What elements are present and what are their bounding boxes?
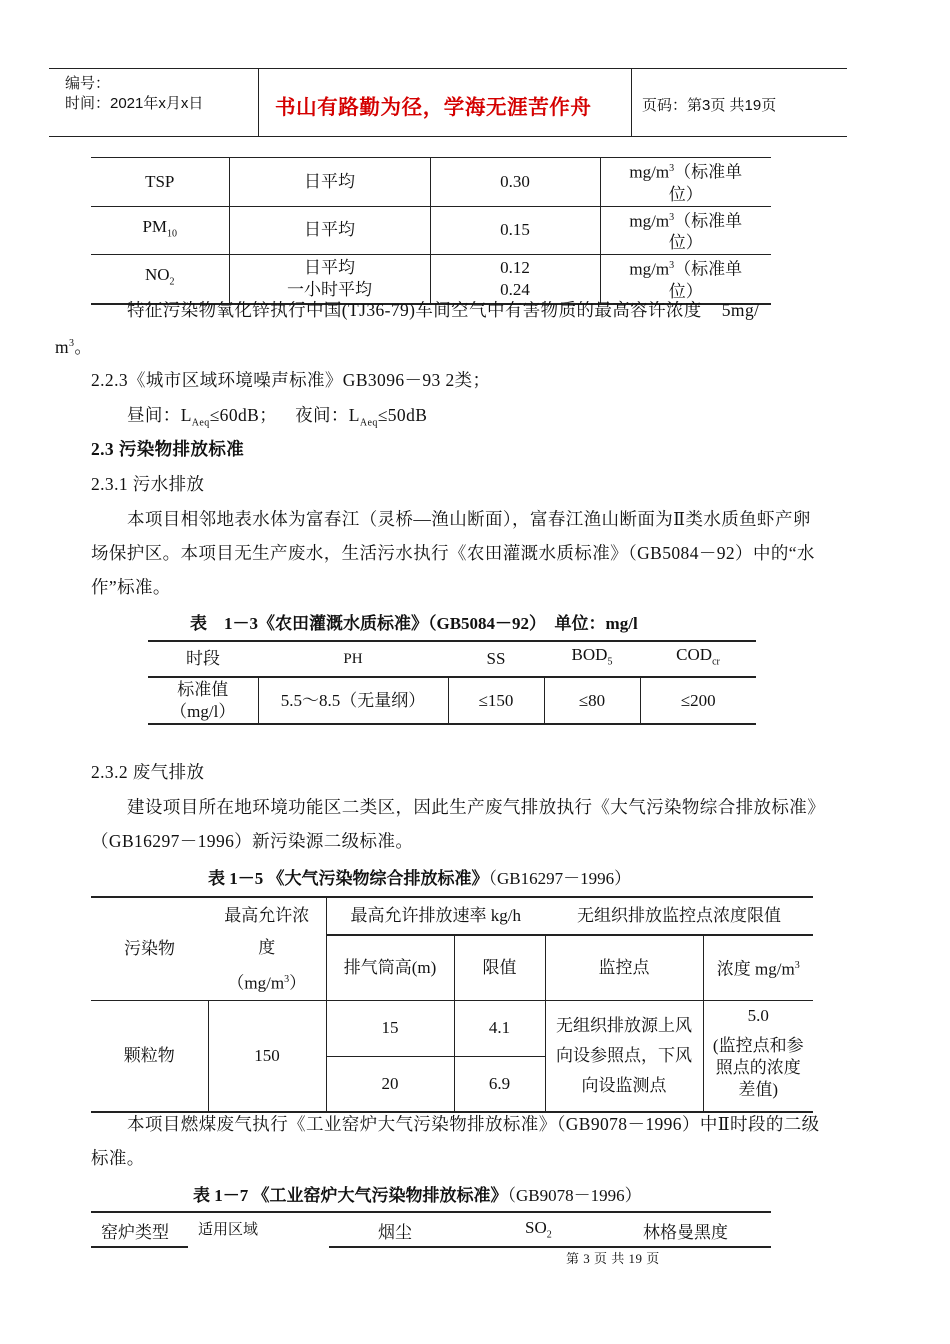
column-header: 烟尘 [378, 1223, 412, 1242]
averaging-period: 一小时平均 [287, 280, 372, 300]
pollutant-name: NO [144, 265, 170, 285]
header-time: 时间：2021年x月x日 [65, 95, 204, 112]
column-header: 污染物 [124, 938, 175, 958]
column-header: 最高允许浓度 [224, 906, 310, 957]
ph-value: 5.5～8.5（无量纲） [280, 690, 426, 710]
header-page-info: 页码：第3页 共19页 [642, 97, 777, 114]
table-row [91, 1000, 813, 1056]
row-label: 标准值 [177, 679, 229, 699]
section-2-3-heading: 2.3 污染物排放标准 [91, 439, 245, 459]
column-header: BOD [571, 645, 608, 665]
table-row: $PM_{10}$ 日平均 0.15 $mg/m^3$（标准单位） [91, 206, 771, 255]
section-2-2-3: 2.2.3《城市区域环境噪声标准》GB3096－93 2类； [91, 370, 491, 390]
limit-value: 0.15 [500, 220, 530, 240]
unit: mg/m [629, 162, 670, 182]
column-header: 最高允许排放速率 kg/h [350, 906, 521, 926]
section-2-3-1: 2.3.1 污水排放 [91, 474, 205, 494]
limit-value: 0.30 [500, 171, 530, 191]
column-header: $SO_2$ [525, 1218, 552, 1241]
table-1-7-caption: 表 1－7 《工业窑炉大气污染物排放标准》（GB9078－1996） [193, 1186, 642, 1205]
unit: mg/m [629, 211, 670, 231]
column-header: 监控点 [598, 957, 650, 977]
stack-height: 15 [381, 1018, 399, 1038]
bod-value: ≤80 [578, 690, 606, 710]
table-header-row: 时段 PH SS $BOD_5$ $COD_{cr}$ [148, 641, 756, 677]
table-1-5-caption: 表 1－5 《大气污染物综合排放标准》（GB16297－1996） [208, 869, 632, 888]
averaging-period: 日平均 [304, 171, 355, 191]
kiln-table [91, 1211, 771, 1247]
stack-height: 20 [381, 1073, 399, 1093]
rate-limit: 6.9 [488, 1073, 511, 1093]
table-header-row: 排气筒高(m) 限值 监控点 浓度 $mg/m^3$ [91, 935, 813, 1000]
fugitive-note: (监控点和参照点的浓度差值) [712, 1035, 804, 1099]
paragraph-coal-exhaust: 本项目燃煤废气执行《工业窑炉大气污染物排放标准》（GB9078－1996）中Ⅱ时段的二级标准。 [91, 1114, 820, 1168]
monitoring-point: 无组织排放源上风向设参照点，下风向设监测点 [556, 1015, 692, 1095]
column-header: 浓度 mg/m [716, 959, 795, 979]
limit-value: 0.24 [500, 280, 530, 300]
column-header: 限值 [482, 957, 517, 977]
pollutant-name: 颗粒物 [123, 1045, 175, 1065]
column-header: 无组织排放监控点浓度限值 [577, 906, 781, 926]
table-1-3-caption: 表 1－3《农田灌溉水质标准》（GB5084－92） 单位：mg/l [190, 614, 638, 633]
column-header: 林格曼黑度 [643, 1223, 728, 1242]
ss-value: ≤150 [478, 690, 514, 710]
pollutant-name: PM [142, 216, 168, 236]
column-header: COD [676, 645, 713, 665]
column-header: 排气筒高(m) [343, 957, 437, 977]
header-number-label: 编号： [65, 75, 111, 92]
unit: mg/m [629, 259, 670, 279]
limit-value: 0.12 [500, 258, 530, 278]
footer-page-number: 第 3 页 共 19 页 [566, 1251, 660, 1266]
max-concentration: 150 [254, 1045, 280, 1065]
column-header: 适用区域 [198, 1222, 259, 1238]
paragraph-wastewater: 本项目相邻地表水体为富春江（灵桥—渔山断面），富春江渔山断面为Ⅱ类水质鱼虾产卵场保护区。本项目无生产废水，生活污水执行《农田灌溉水质标准》（GB5084－92）中的“水作”标准。 [91, 509, 815, 597]
column-header: PH [343, 651, 363, 667]
fugitive-limit: 5.0 [747, 1005, 769, 1025]
column-header: 窑炉类型 [101, 1223, 169, 1242]
cod-value: ≤200 [680, 690, 716, 710]
table-row: 标准值 （mg/l） 5.5～8.5（无量纲） ≤150 ≤80 ≤200 [148, 677, 756, 724]
averaging-period: 日平均 [304, 258, 355, 278]
header-motto: 书山有路勤为径，学海无涯苦作舟 [275, 96, 592, 119]
pollutant-name: TSP [145, 171, 175, 191]
paragraph-zno-limit: 特征污染物氧化锌执行中国(TJ36-79)车间空气中有害物质的最高容许浓度 5mg/ $m^3$。 [55, 300, 760, 357]
noise-limits: 昼间：$L_{Aeq}\le 60dB$； 夜间：$L_{Aeq}\le 50dB$ [127, 405, 428, 429]
paragraph-exhaust: 建设项目所在地环境功能区二类区，因此生产废气排放执行《大气污染物综合排放标准》（GB16297－1996）新污染源二级标准。 [91, 797, 826, 851]
air-quality-table [91, 157, 771, 305]
averaging-period: 日平均 [304, 220, 355, 240]
column-header: SS [486, 649, 506, 668]
section-2-3-2: 2.3.2 废气排放 [91, 762, 205, 782]
air-emission-table [91, 896, 813, 1113]
table-row: TSP 日平均 0.30 $mg/m^3$（标准单位） [91, 158, 771, 207]
irrigation-water-table [148, 640, 756, 725]
header-box [49, 68, 847, 137]
rate-limit: 4.1 [488, 1018, 511, 1038]
column-header: 时段 [186, 649, 220, 668]
table-header-row: 污染物 最高允许浓度 $(mg/m^3)$ 最高允许排放速率 kg/h 无组织排放监控点浓度限值 [91, 897, 813, 935]
table-row: $NO_2$ 日平均 一小时平均 0.12 0.24 $mg/m^3$（标准单位） [91, 255, 771, 304]
